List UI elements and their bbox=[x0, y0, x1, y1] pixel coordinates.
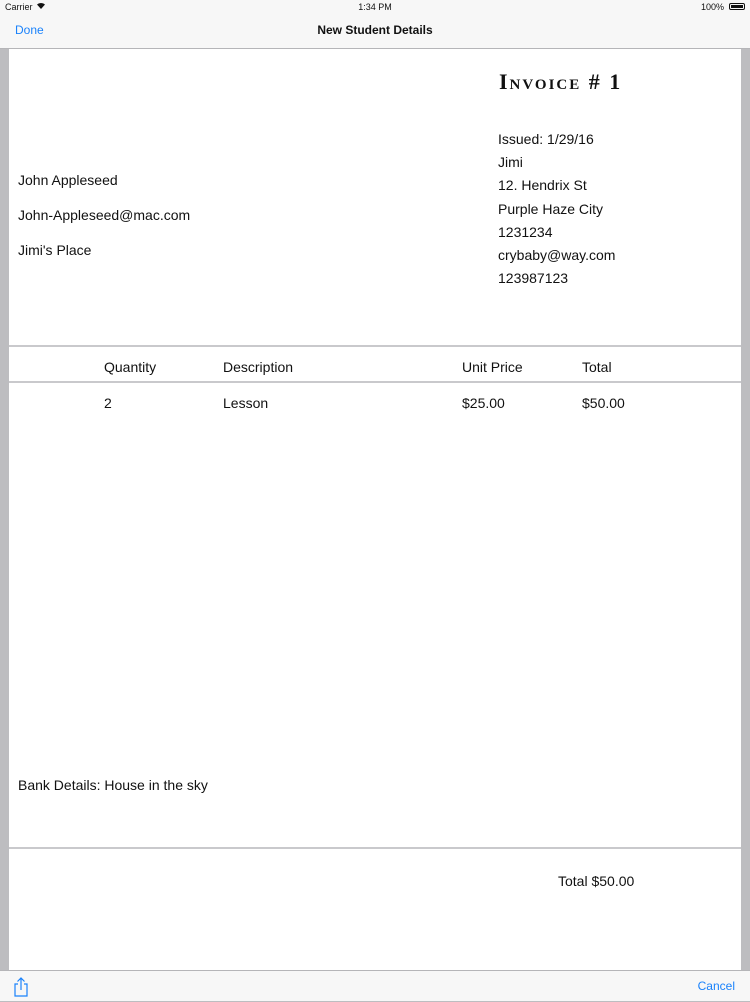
issuer-number: 123987123 bbox=[498, 270, 569, 287]
battery-percent: 100% bbox=[700, 2, 724, 12]
issued-date: Issued: 1/29/16 bbox=[498, 131, 594, 147]
issuer-name: Jimi bbox=[498, 154, 523, 171]
bank-details: Bank Details: House in the sky bbox=[18, 777, 208, 793]
row-unit-price: $25.00 bbox=[462, 395, 505, 411]
share-icon[interactable] bbox=[12, 977, 30, 997]
row-description: Lesson bbox=[223, 395, 269, 411]
customer-block bbox=[18, 163, 190, 268]
issuer-phone: 1231234 bbox=[498, 223, 553, 240]
customer-place: Jimi's Place bbox=[18, 242, 92, 258]
navigation-bar bbox=[0, 14, 750, 49]
invoice-page bbox=[9, 49, 741, 970]
header-total: Total bbox=[582, 359, 612, 375]
header-quantity: Quantity bbox=[104, 359, 157, 375]
divider bbox=[9, 847, 741, 849]
row-total: $50.00 bbox=[582, 395, 625, 411]
carrier-label: Carrier bbox=[5, 2, 33, 12]
divider bbox=[9, 381, 741, 383]
invoice-title: Invoice # 1 bbox=[499, 69, 623, 94]
customer-email: John-Appleseed@mac.com bbox=[18, 207, 191, 223]
issuer-street: 12. Hendrix St bbox=[498, 177, 587, 194]
bottom-toolbar bbox=[0, 970, 750, 1001]
cancel-button[interactable]: Cancel bbox=[697, 979, 735, 993]
header-unit-price: Unit Price bbox=[462, 359, 523, 375]
status-bar bbox=[0, 0, 750, 14]
status-time: 1:34 PM bbox=[358, 2, 392, 12]
divider bbox=[9, 345, 741, 347]
nav-title: New Student Details bbox=[317, 23, 433, 37]
done-button[interactable]: Done bbox=[15, 23, 44, 37]
battery-icon bbox=[729, 3, 745, 10]
row-quantity: 2 bbox=[104, 395, 112, 411]
header-description: Description bbox=[223, 359, 294, 375]
customer-name: John Appleseed bbox=[18, 172, 118, 188]
issuer-block bbox=[498, 128, 615, 290]
issuer-email: crybaby@way.com bbox=[498, 247, 616, 264]
issuer-city: Purple Haze City bbox=[498, 200, 604, 217]
grand-total: Total $50.00 bbox=[558, 873, 635, 889]
